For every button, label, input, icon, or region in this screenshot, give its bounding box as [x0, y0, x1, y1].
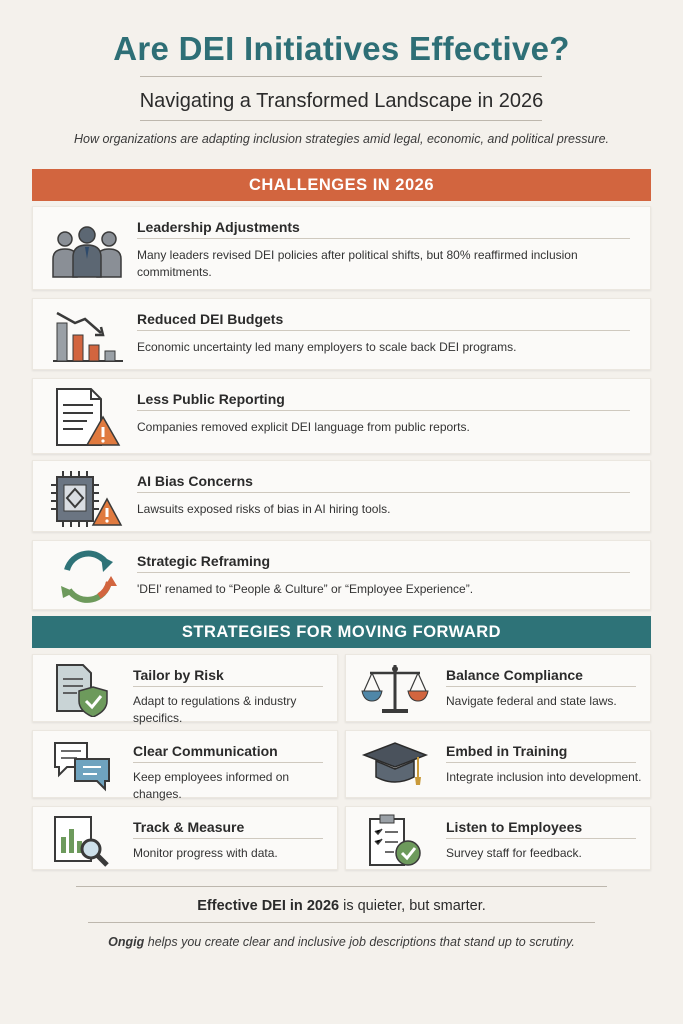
- strategy-card-track: [32, 806, 338, 870]
- challenge-title: Less Public Reporting: [137, 391, 285, 407]
- challenge-desc: Economic uncertainty led many employers to scale back DEI programs.: [137, 340, 517, 354]
- challenge-card-leadership: [32, 206, 651, 290]
- chat-bubbles-icon: [47, 737, 117, 793]
- card-divider: [133, 762, 323, 763]
- challenge-title: Strategic Reframing: [137, 553, 271, 569]
- card-divider: [446, 686, 636, 687]
- strategy-card-tailor: [32, 654, 338, 725]
- strategy-card-listen: [345, 806, 651, 870]
- strategy-title: Clear Communication: [133, 743, 278, 759]
- title-divider: [140, 76, 542, 77]
- card-divider: [133, 686, 323, 687]
- leaders-icon: [47, 219, 127, 279]
- chart-magnifier-icon: [47, 813, 117, 869]
- intro-text: How organizations are adapting inclusion strategies amid legal, economic, and political pressure.: [73, 132, 610, 146]
- challenge-card-ai-bias: [32, 460, 651, 532]
- challenge-desc: 'DEI' renamed to “People & Culture” or “Employee Experience”.: [137, 582, 474, 596]
- challenge-desc: Many leaders revised DEI policies after political shifts, but 80% reaffirmed inclusion commitments.: [137, 248, 578, 279]
- strategy-title: Embed in Training: [446, 743, 568, 759]
- card-divider: [137, 330, 630, 331]
- challenge-desc: Lawsuits exposed risks of bias in AI hiring tools.: [137, 502, 391, 516]
- strategy-card-training: [345, 730, 651, 798]
- strategy-title: Balance Compliance: [446, 667, 583, 683]
- strategy-desc: Keep employees informed on changes.: [133, 770, 290, 801]
- strategy-title: Track & Measure: [133, 819, 245, 835]
- challenge-card-reframing: [32, 540, 651, 610]
- chip-warning-icon: [47, 467, 127, 527]
- challenge-title: Reduced DEI Budgets: [137, 311, 284, 327]
- strategy-desc: Integrate inclusion into development.: [446, 770, 642, 784]
- card-divider: [446, 762, 636, 763]
- graduation-cap-icon: [360, 737, 430, 793]
- footer-tagline: Effective DEI in 2026 is quieter, but smarter.: [197, 898, 486, 914]
- strategies-banner: STRATEGIES FOR MOVING FORWARD: [32, 616, 651, 648]
- document-shield-icon: [47, 661, 117, 717]
- strategy-title: Listen to Employees: [446, 819, 583, 835]
- page-title: Are DEI Initiatives Effective?: [113, 30, 570, 67]
- challenge-card-budgets: [32, 298, 651, 370]
- card-divider: [446, 838, 636, 839]
- strategy-card-communication: [32, 730, 338, 801]
- challenge-desc: Companies removed explicit DEI language from public reports.: [137, 420, 470, 434]
- report-warning-icon: [47, 387, 127, 447]
- refresh-cycle-icon: [47, 546, 127, 606]
- strategy-desc: Survey staff for feedback.: [446, 846, 582, 860]
- card-divider: [137, 572, 630, 573]
- footer-note: Ongig helps you create clear and inclusive job descriptions that stand up to scrutiny.: [108, 935, 575, 949]
- page-subtitle: Navigating a Transformed Landscape in 2026: [139, 90, 544, 112]
- strategy-desc: Adapt to regulations & industry specifics.: [133, 694, 297, 725]
- strategy-desc: Monitor progress with data.: [133, 846, 278, 860]
- challenges-banner: CHALLENGES IN 2026: [32, 169, 651, 201]
- card-divider: [137, 492, 630, 493]
- strategy-card-compliance: [345, 654, 651, 722]
- subtitle-divider: [140, 120, 542, 121]
- footer-divider-bottom: [88, 922, 595, 923]
- declining-chart-icon: [47, 305, 127, 365]
- scales-icon: [360, 661, 430, 717]
- card-divider: [133, 838, 323, 839]
- strategy-title: Tailor by Risk: [133, 667, 224, 683]
- card-divider: [137, 238, 630, 239]
- brand-name: Ongig: [108, 935, 145, 949]
- clipboard-check-icon: [360, 813, 430, 869]
- challenge-title: AI Bias Concerns: [137, 473, 253, 489]
- challenge-title: Leadership Adjustments: [137, 219, 300, 235]
- card-divider: [137, 410, 630, 411]
- footer-divider-top: [76, 886, 607, 887]
- strategy-desc: Navigate federal and state laws.: [446, 694, 617, 708]
- challenge-card-reporting: [32, 378, 651, 454]
